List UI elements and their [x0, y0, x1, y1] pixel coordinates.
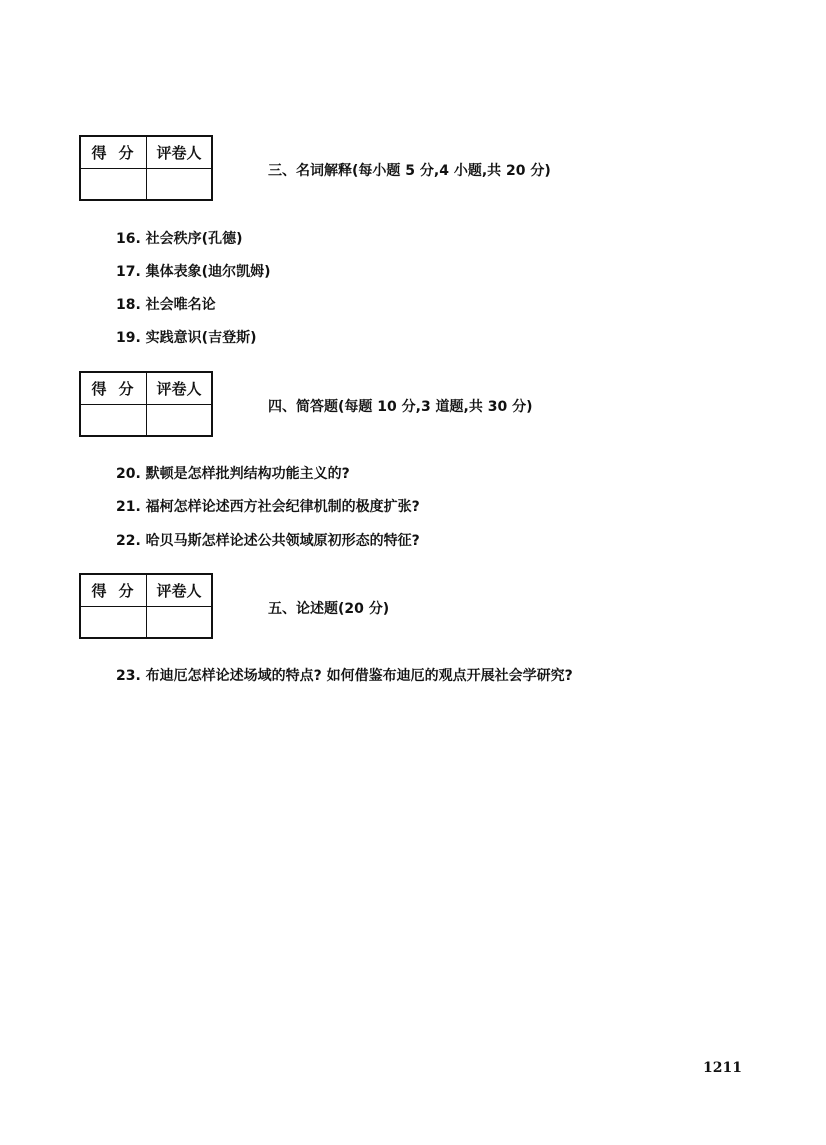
score-table-section-5: [79, 573, 213, 639]
score-cell[interactable]: [81, 405, 147, 435]
question-16: 16. 社会秩序(孔德): [116, 231, 243, 247]
question-22: 22. 哈贝马斯怎样论述公共领域原初形态的特征?: [116, 533, 420, 549]
score-table-section-3: [79, 135, 213, 201]
grader-cell[interactable]: [147, 405, 211, 435]
grader-cell[interactable]: [147, 607, 211, 637]
question-20: 20. 默顿是怎样批判结构功能主义的?: [116, 466, 350, 482]
score-header: 得分: [81, 137, 147, 169]
section-title-4: 四、简答题(每题 10 分,3 道题,共 30 分): [268, 399, 533, 415]
grader-header: 评卷人: [147, 137, 211, 169]
question-18: 18. 社会唯名论: [116, 297, 216, 313]
score-header: 得分: [81, 575, 147, 607]
question-19: 19. 实践意识(吉登斯): [116, 330, 257, 346]
score-table-section-4: [79, 371, 213, 437]
score-cell[interactable]: [81, 607, 147, 637]
question-21: 21. 福柯怎样论述西方社会纪律机制的极度扩张?: [116, 499, 420, 515]
score-cell[interactable]: [81, 169, 147, 199]
score-header: 得分: [81, 373, 147, 405]
grader-cell[interactable]: [147, 169, 211, 199]
grader-header: 评卷人: [147, 373, 211, 405]
section-title-5: 五、论述题(20 分): [268, 601, 390, 617]
question-23: 23. 布迪厄怎样论述场域的特点? 如何借鉴布迪厄的观点开展社会学研究?: [116, 668, 573, 684]
question-17: 17. 集体表象(迪尔凯姆): [116, 264, 271, 280]
section-title-3: 三、名词解释(每小题 5 分,4 小题,共 20 分): [268, 163, 551, 179]
grader-header: 评卷人: [147, 575, 211, 607]
page-number: 1211: [703, 1060, 742, 1076]
